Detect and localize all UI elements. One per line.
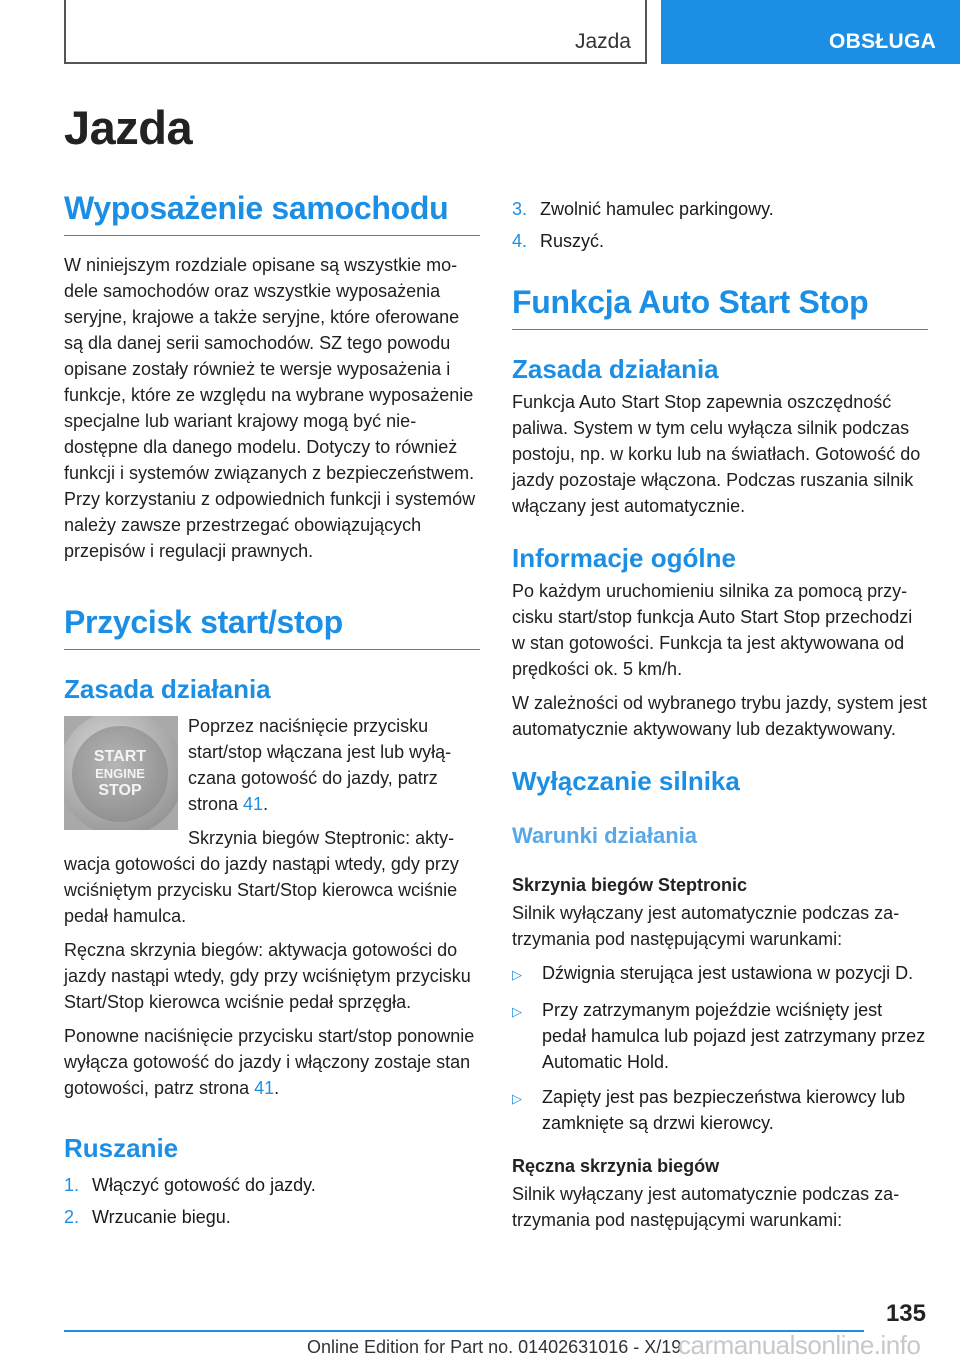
- list-item: 3. Zwolnić hamulec parkingowy.: [512, 199, 774, 219]
- equipment-text: W niniejszym rozdziale opisane są wszystkie modele samochodów oraz wszystkie wyposażenia seryjne, krajowe a także seryjne, które oferowane są dla danej serii samochodów. SZ tego powodu opisane zostały również te wersje wyposażenia i funkcje, które ze względu na wybrane wyposażenie specjalne lub wariant krajowy mogą być niedostępne dla danego modelu. Dotyczy to również funkcji i systemów związanych z bezpieczeństwem. Przy korzystaniu z odpowiednich funkcji i systemów należy zawsze przestrzegać obowiązujących przepisów i regulacji prawnych.: [64, 255, 476, 561]
- principle-para3: Ręczna skrzynia biegów: aktywacja gotowości do jazdy nastąpi wtedy, gdy przy wciśniętym przycisku Start/Stop kierowca wciśnie pedał sprzęgła.: [64, 940, 471, 1012]
- general-info-text2: W zależności od wybranego trybu jazdy, system jest automatycznie aktywowany lub dezaktywowany.: [512, 693, 927, 739]
- subtitle-starting: Ruszanie: [64, 1133, 179, 1163]
- list-item: ▷ Dźwignia sterująca jest ustawiona w pozycji D.: [512, 960, 928, 988]
- header-tab-obsluga[interactable]: OBSŁUGA: [661, 0, 960, 64]
- page-link-41[interactable]: 41: [243, 794, 264, 814]
- header-section: Jazda: [574, 30, 631, 53]
- page-number: 135: [885, 1300, 926, 1327]
- button-label-stop: STOP: [98, 782, 142, 799]
- section-title-auto-start-stop: Funkcja Auto Start Stop: [512, 284, 928, 330]
- steptronic-text: Silnik wyłączany jest automatycznie podczas zatrzymania pod następującymi warunkami:: [512, 903, 900, 949]
- footer-edition: Online Edition for Part no. 01402631016 - X/19: [307, 1337, 682, 1357]
- principle-block: [64, 713, 480, 929]
- principle-para1: Poprzez naciśnięcie przycisku start/stop włączana jest lub wyłączana gotowość do jazdy, patrz strona 41.: [188, 716, 452, 814]
- watermark: carmanualsonline.info: [678, 1330, 921, 1360]
- right-column: [512, 196, 928, 1233]
- triangle-bullet-icon: ▷: [512, 1004, 522, 1019]
- subtitle-general-info: Informacje ogólne: [512, 543, 736, 573]
- section-title-start-stop-button: Przycisk start/stop: [64, 604, 480, 650]
- subtitle-manual-gearbox: Ręczna skrzynia biegów: [512, 1156, 720, 1176]
- subtitle-engine-off: Wyłączanie silnika: [512, 766, 740, 796]
- subtitle-principle-auto: Zasada działania: [512, 354, 719, 384]
- header-box: [64, 0, 647, 64]
- principle-para4: Ponowne naciśnięcie przycisku start/stop ponownie wyłącza gotowość do jazdy i włączony zostaje stan gotowości, patrz strona 41.: [64, 1026, 475, 1098]
- button-label-start: START: [93, 748, 147, 765]
- chapter-title: Jazda: [64, 101, 193, 154]
- list-item: ▷ Zapięty jest pas bezpieczeństwa kierowcy lub zamknięte są drzwi kierowcy.: [512, 1084, 928, 1136]
- left-column: [64, 190, 480, 1236]
- subtitle-conditions: Warunki działania: [512, 823, 698, 848]
- section-title-equipment: Wyposażenie samochodu: [64, 190, 480, 236]
- subtitle-steptronic: Skrzynia biegów Steptronic: [512, 875, 748, 895]
- list-item: 1. Włączyć gotowość do jazdy.: [64, 1175, 316, 1195]
- list-item: 4. Ruszyć.: [512, 231, 605, 251]
- start-stop-button-image: [64, 716, 178, 830]
- starting-steps: [64, 1172, 480, 1230]
- manual-gearbox-text: Silnik wyłączany jest automatycznie podczas zatrzymania pod następującymi warunkami:: [512, 1184, 900, 1230]
- button-label-engine: ENGINE: [95, 766, 145, 781]
- list-item: ▷ Przy zatrzymanym pojeździe wciśnięty jest pedał hamulca lub pojazd jest zatrzymany przez Automatic Hold.: [512, 997, 928, 1075]
- conditions-list: [512, 960, 928, 1136]
- starting-steps-cont: [512, 196, 928, 254]
- triangle-bullet-icon: ▷: [512, 1091, 522, 1106]
- principle-para2: Skrzynia biegów Steptronic: aktywacja gotowości do jazdy nastąpi wtedy, gdy przy wciśniętym przycisku Start/Stop kierowca wciśnie pedał hamulca.: [64, 828, 459, 926]
- subtitle-principle: Zasada działania: [64, 674, 271, 704]
- list-item: 2. Wrzucanie biegu.: [64, 1207, 231, 1227]
- page-link-41-b[interactable]: 41: [254, 1078, 275, 1098]
- auto-principle-text: Funkcja Auto Start Stop zapewnia oszczędność paliwa. System w tym celu wyłącza silnik podczas postoju, np. w korku lub na światłach. Gotowość do jazdy pozostaje włączona. Podczas ruszania silnik włączany jest automatycznie.: [512, 392, 921, 516]
- triangle-bullet-icon: ▷: [512, 967, 522, 982]
- general-info-text1: Po każdym uruchomieniu silnika za pomocą przycisku start/stop funkcja Auto Start Stop przechodzi w stan gotowości. Funkcja ta jest aktywowana od prędkości ok. 5 km/h.: [512, 581, 913, 679]
- button-face: [72, 726, 168, 822]
